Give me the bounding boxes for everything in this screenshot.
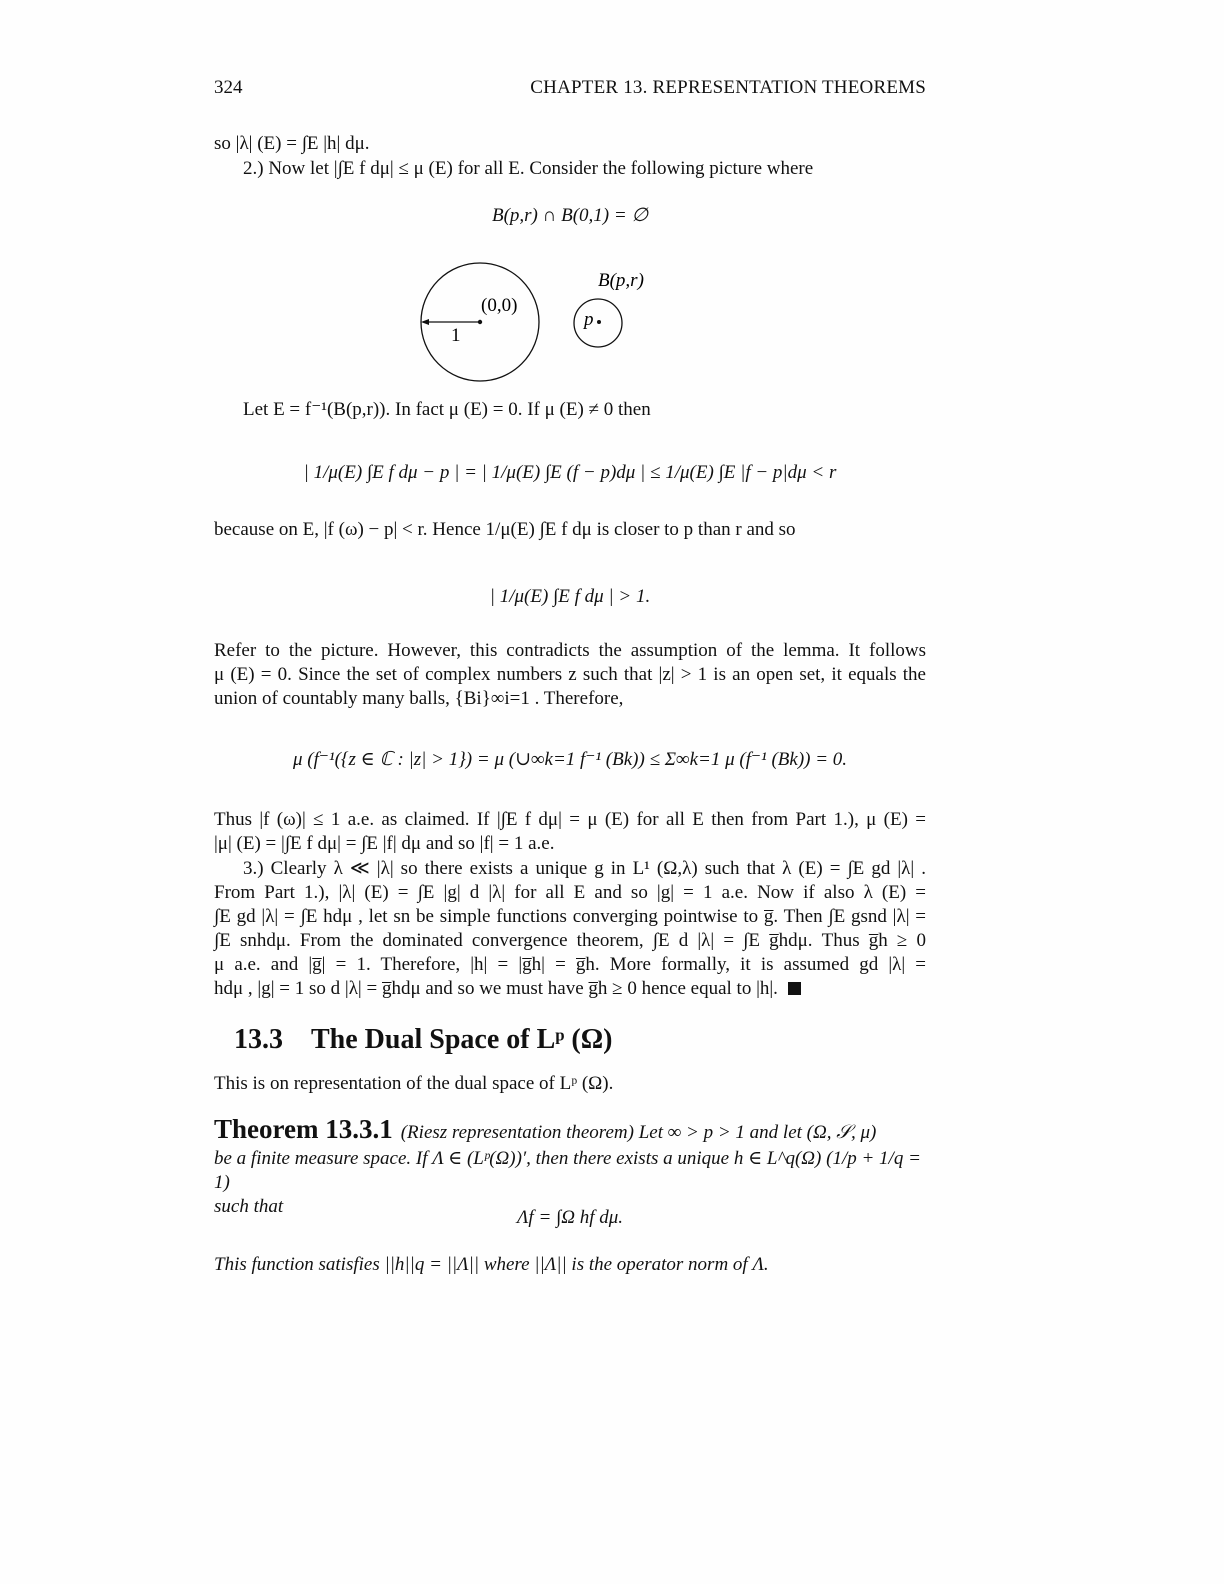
origin-label: (0,0) [481,295,518,316]
text-refer-3: union of countably many balls, {Bi}∞i=1 . Therefore, [214,688,624,709]
text-part3-4: ∫E snhdμ. From the dominated convergence theorem, ∫E d |λ| = ∫E g̅hdμ. Thus g̅h ≥ 0 [214,930,926,951]
text-part3-1: 3.) Clearly λ ≪ |λ| so there exists a unique g in L¹ (Ω,λ) such that λ (E) = ∫E gd |λ| . [243,858,926,879]
text-let-e: Let E = f⁻¹(B(p,r)). In fact μ (E) = 0. If μ (E) ≠ 0 then [243,399,651,420]
equation-sum: μ (f⁻¹({z ∈ ℂ : |z| > 1}) = μ (∪∞k=1 f⁻¹ (Bk)) ≤ Σ∞k=1 μ (f⁻¹ (Bk)) = 0. [292,749,848,770]
text-thus-2: |μ| (E) = |∫E f dμ| = ∫E |f| dμ and so |f| = 1 a.e. [214,833,555,854]
ball-label: B(p,r) [598,270,644,291]
text-part3-6: hdμ , |g| = 1 so d |λ| = g̅hdμ and so we must have g̅h ≥ 0 hence equal to |h|. [214,978,778,999]
theorem-heading: Theorem 13.3.1 [214,1114,393,1144]
running-header: CHAPTER 13. REPRESENTATION THEOREMS [530,77,926,98]
text-part3-5: μ a.e. and |g̅| = 1. Therefore, |h| = |g̅h| = g̅h. More formally, it is assumed gd |λ| = [214,954,926,975]
theorem-line-3: such that [214,1196,284,1217]
theorem-closing: This function satisfies ||h||q = ||Λ|| where ||Λ|| is the operator norm of Λ. [214,1254,769,1275]
theorem-line-2: be a finite measure space. If Λ ∈ (Lᵖ(Ω))′, then there exists a unique h ∈ L^q(Ω) (1/p + 1/q = 1) [214,1148,921,1193]
theorem-line-1: (Riesz representation theorem) Let ∞ > p > 1 and let (Ω, 𝒮, μ) [400,1122,877,1143]
theorem-equation: Λf = ∫Ω hf dμ. [516,1207,624,1228]
text-part3-3: ∫E gd |λ| = ∫E hdμ , let sn be simple functions converging pointwise to g̅. Then ∫E gsnd |λ| = [214,906,926,927]
text-part3-2: From Part 1.), |λ| (E) = ∫E |g| d |λ| for all E and so |g| = 1 a.e. Now if also λ (E) = [214,882,926,903]
text-refer-2: μ (E) = 0. Since the set of complex numbers z such that |z| > 1 is an open set, it equals the [214,664,926,685]
p-label: p [584,309,594,330]
balls-figure [400,255,680,390]
section-title: The Dual Space of Lᵖ (Ω) [311,1024,613,1055]
text-line-1: so |λ| (E) = ∫E |h| dμ. [214,133,370,154]
page-number: 324 [214,77,243,98]
text-refer-1: Refer to the picture. However, this contradicts the assumption of the lemma. It follows [214,640,926,661]
arrow-head-icon [421,319,429,325]
equation-main: | 1/μ(E) ∫E f dμ − p | = | 1/μ(E) ∫E (f − p)dμ | ≤ 1/μ(E) ∫E |f − p|dμ < r [303,462,837,483]
section-intro: This is on representation of the dual space of Lᵖ (Ω). [214,1073,614,1094]
qed-square-icon [788,982,801,995]
text-part3-6-wrap [214,977,926,1001]
section-number: 13.3 [234,1024,283,1055]
text-thus-1: Thus |f (ω)| ≤ 1 a.e. as claimed. If |∫E f dμ| = μ (E) for all E then from Part 1.), μ (E) = [214,809,926,830]
radius-label: 1 [451,325,461,346]
text-because: because on E, |f (ω) − p| < r. Hence 1/μ(E) ∫E f dμ is closer to p than r and so [214,519,796,540]
origin-dot [478,320,482,324]
section-heading [234,1024,612,1056]
p-dot [597,320,601,324]
theorem-line-1-wrap [214,1114,926,1145]
equation-greater-than-one: | 1/μ(E) ∫E f dμ | > 1. [489,586,651,607]
equation-intersection: B(p,r) ∩ B(0,1) = ∅ [491,205,648,226]
text-line-2: 2.) Now let |∫E f dμ| ≤ μ (E) for all E. Consider the following picture where [243,158,814,179]
